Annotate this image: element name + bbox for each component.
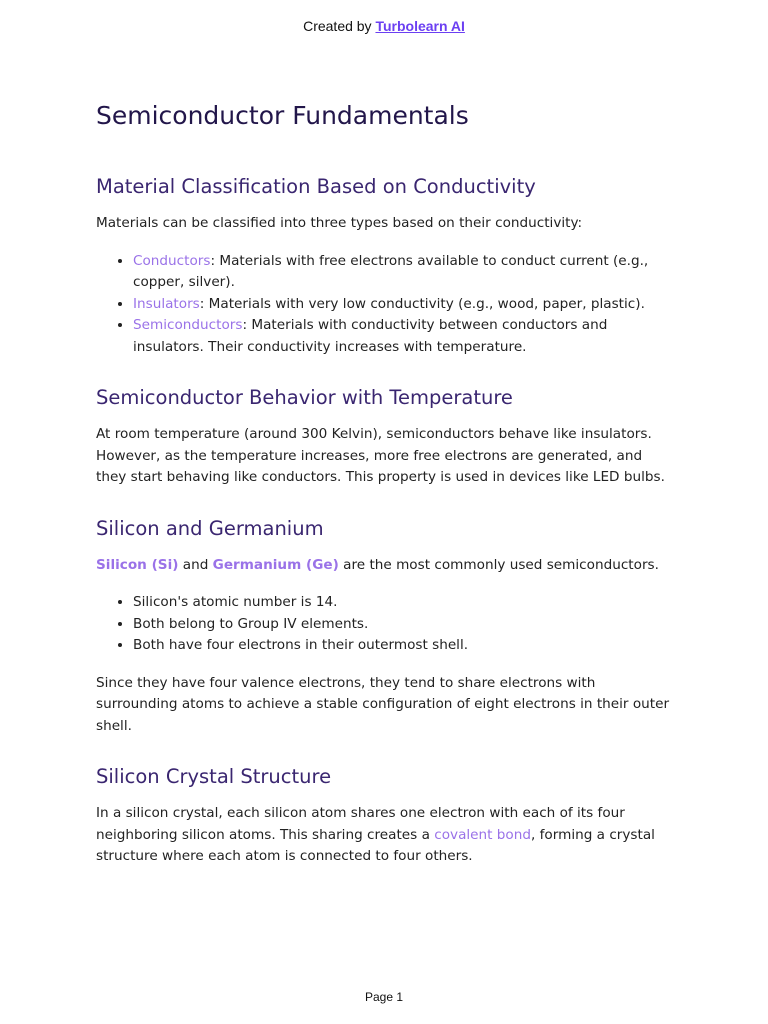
- list-item: • Silicon's atomic number is 14.: [133, 592, 676, 614]
- list-item-conductors: [133, 251, 676, 294]
- created-by-label: Created by: [303, 18, 372, 34]
- section-intro: [96, 555, 676, 577]
- page-title: Semiconductor Fundamentals: [96, 101, 469, 130]
- section-heading: Silicon and Germanium: [96, 516, 324, 540]
- section-silicon-germanium: [96, 515, 676, 738]
- list-item-semiconductors: [133, 315, 676, 358]
- para-end: , forming a crystal structure where each atom is connected to four others.: [96, 826, 655, 864]
- item-text: : Materials with conductivity between conductors and insulators. Their conductivity increases with temperature.: [133, 317, 608, 355]
- document-body: [96, 96, 676, 894]
- intro-rest: are the most commonly used semiconductors.: [338, 556, 659, 573]
- term-covalent-bond: covalent bond: [434, 826, 531, 843]
- page-number: Page 1: [364, 990, 404, 1004]
- turbolearn-link[interactable]: Turbolearn AI: [375, 18, 465, 34]
- section-temperature-behavior: [96, 384, 676, 489]
- section-crystal-structure: [96, 763, 676, 868]
- classification-list: [96, 251, 676, 359]
- list-item: • Both have four electrons in their outermost shell.: [133, 635, 676, 657]
- list-item-insulators: [133, 294, 676, 316]
- section-paragraph: Since they have four valence electrons, they tend to share electrons with surrounding atoms to achieve a stable configuration of eight electrons in their outer shell.: [96, 674, 670, 734]
- list-item: • Both belong to Group IV elements.: [133, 614, 676, 636]
- section-material-classification: [96, 173, 676, 358]
- term-insulators: Insulators: [133, 295, 200, 312]
- para-start: In a silicon crystal, each silicon atom shares one electron with each of its four neighboring silicon atoms. This sharing creates a: [96, 805, 625, 843]
- item-text: : Materials with free electrons available to conduct current (e.g., copper, silver).: [133, 252, 649, 290]
- conjunction: and: [178, 556, 213, 573]
- section-heading: Silicon Crystal Structure: [96, 765, 332, 788]
- item-text: : Materials with very low conductivity (e.g., wood, paper, plastic).: [199, 295, 645, 312]
- section-paragraph: At room temperature (around 300 Kelvin), semiconductors behave like insulators. However, as the temperature increases, more free electrons are generated, and they start behaving like conductors. This property is used in devices like LED bulbs.: [96, 426, 665, 485]
- silicon-facts-list: [96, 592, 676, 657]
- term-silicon: Silicon (Si): [96, 556, 179, 573]
- term-conductors: Conductors: [133, 252, 211, 269]
- term-semiconductors: Semiconductors: [133, 317, 243, 333]
- page-header: [0, 18, 768, 34]
- section-heading: Material Classification Based on Conductivity: [96, 175, 536, 198]
- section-intro: Materials can be classified into three types based on their conductivity:: [96, 215, 583, 231]
- section-paragraph: [96, 803, 676, 868]
- term-germanium: Germanium (Ge): [212, 556, 339, 573]
- section-heading: Semiconductor Behavior with Temperature: [96, 386, 513, 409]
